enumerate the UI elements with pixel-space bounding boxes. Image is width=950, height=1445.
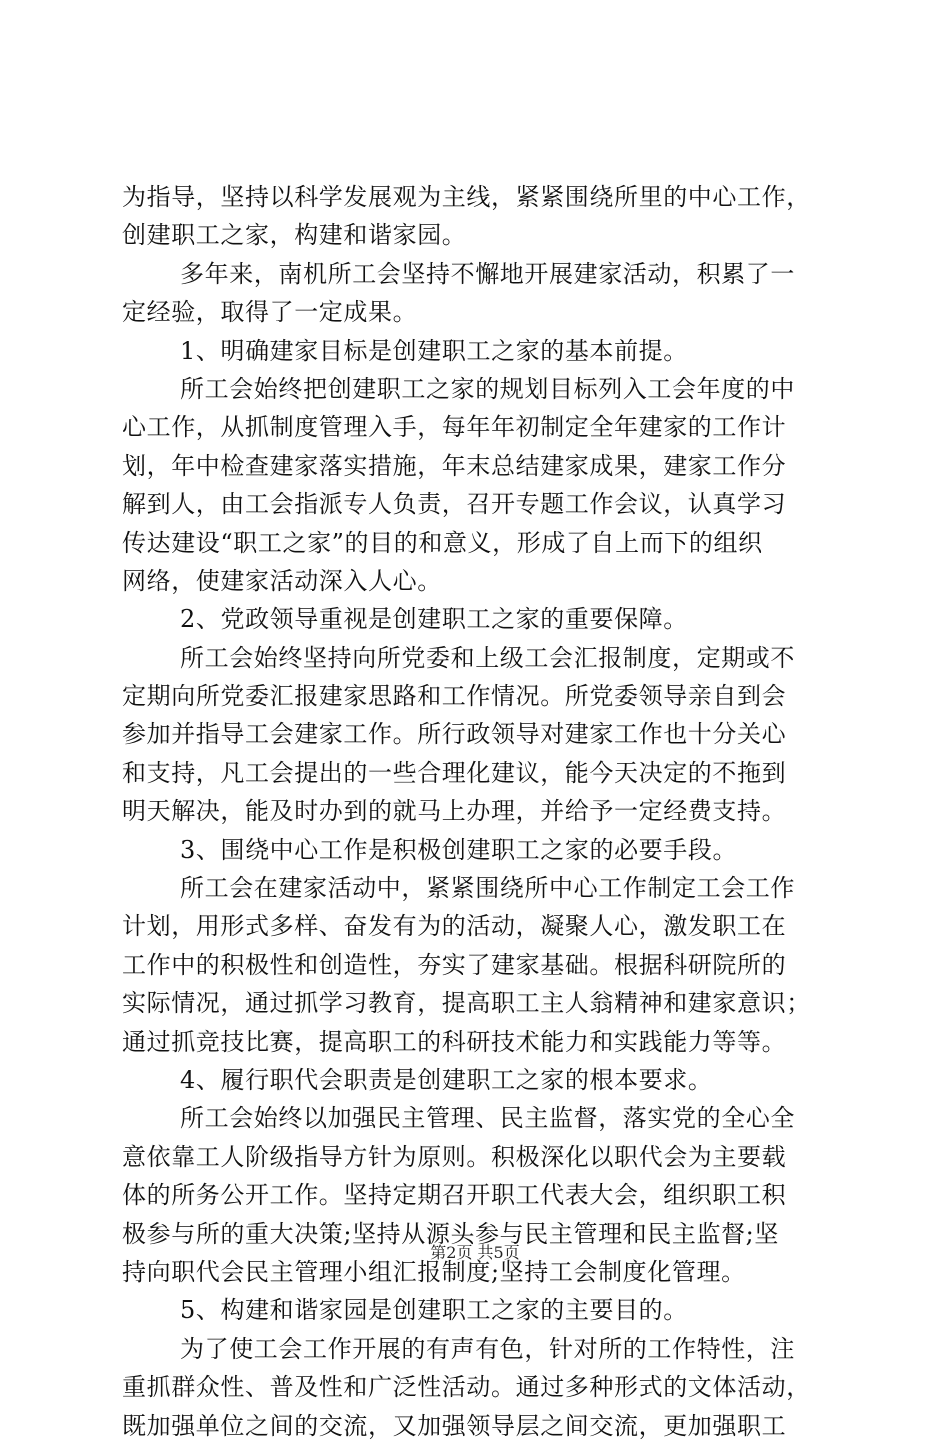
text-line: 传达建设“职工之家”的目的和意义，形成了自上而下的组织	[122, 528, 763, 557]
section-heading: 5、构建和谐家园是创建职工之家的主要目的。	[180, 1296, 688, 1325]
text-line: 极参与所的重大决策;坚持从源头参与民主管理和民主监督;坚	[122, 1219, 779, 1248]
text-line: 解到人，由工会指派专人负责，召开专题工作会议，认真学习	[122, 490, 787, 519]
section-heading: 4、履行职代会职责是创建职工之家的根本要求。	[180, 1065, 713, 1094]
text-line: 所工会始终把创建职工之家的规划目标列入工会年度的中	[180, 374, 795, 403]
section-heading: 1、明确建家目标是创建职工之家的基本前提。	[180, 336, 688, 365]
text-line: 工作中的积极性和创造性，夯实了建家基础。根据科研院所的	[122, 950, 787, 979]
text-line: 所工会始终坚持向所党委和上级工会汇报制度，定期或不	[180, 643, 795, 672]
text-line: 网络，使建家活动深入人心。	[122, 566, 442, 595]
text-line: 计划，用形式多样、奋发有为的活动，凝聚人心，激发职工在	[122, 912, 787, 941]
text-line: 定期向所党委汇报建家思路和工作情况。所党委领导亲自到会	[122, 682, 787, 711]
text-line: 所工会始终以加强民主管理、民主监督，落实党的全心全	[180, 1104, 795, 1133]
text-line: 定经验，取得了一定成果。	[122, 298, 418, 327]
text-line: 所工会在建家活动中，紧紧围绕所中心工作制定工会工作	[180, 874, 795, 903]
text-line: 为了使工会工作开展的有声有色，针对所的工作特性，注	[180, 1334, 795, 1363]
text-line: 实际情况，通过抓学习教育，提高职工主人翁精神和建家意识；	[122, 989, 811, 1018]
text-line: 创建职工之家，构建和谐家园。	[122, 221, 467, 250]
text-line: 为指导，坚持以科学发展观为主线，紧紧围绕所里的中心工作，	[122, 183, 811, 211]
text-line: 持向职代会民主管理小组汇报制度;坚持工会制度化管理。	[122, 1257, 746, 1286]
text-line: 重抓群众性、普及性和广泛性活动。通过多种形式的文体活动，	[122, 1373, 811, 1402]
section-heading: 2、党政领导重视是创建职工之家的重要保障。	[180, 605, 688, 634]
section-heading: 3、围绕中心工作是积极创建职工之家的必要手段。	[180, 835, 738, 864]
page-footer	[0, 1243, 950, 1263]
text-line: 既加强单位之间的交流，又加强领导层之间交流，更加强职工	[122, 1411, 787, 1440]
text-line: 和支持，凡工会提出的一些合理化建议，能今天决定的不拖到	[122, 758, 787, 787]
text-line: 划，年中检查建家落实措施，年末总结建家成果，建家工作分	[122, 451, 787, 480]
text-line: 意依靠工人阶级指导方针为原则。积极深化以职代会为主要载	[122, 1142, 787, 1171]
text-line: 明天解决，能及时办到的就马上办理，并给予一定经费支持。	[122, 797, 787, 826]
text-line: 参加并指导工会建家工作。所行政领导对建家工作也十分关心	[122, 720, 787, 749]
page-number: 第2页 共5页	[430, 1243, 520, 1262]
text-line: 多年来，南机所工会坚持不懈地开展建家活动，积累了一	[180, 259, 795, 288]
text-line: 体的所务公开工作。坚持定期召开职工代表大会，组织职工积	[122, 1181, 787, 1210]
text-line: 通过抓竞技比赛，提高职工的科研技术能力和实践能力等等。	[122, 1027, 787, 1056]
text-line: 心工作，从抓制度管理入手，每年年初制定全年建家的工作计	[122, 413, 787, 442]
